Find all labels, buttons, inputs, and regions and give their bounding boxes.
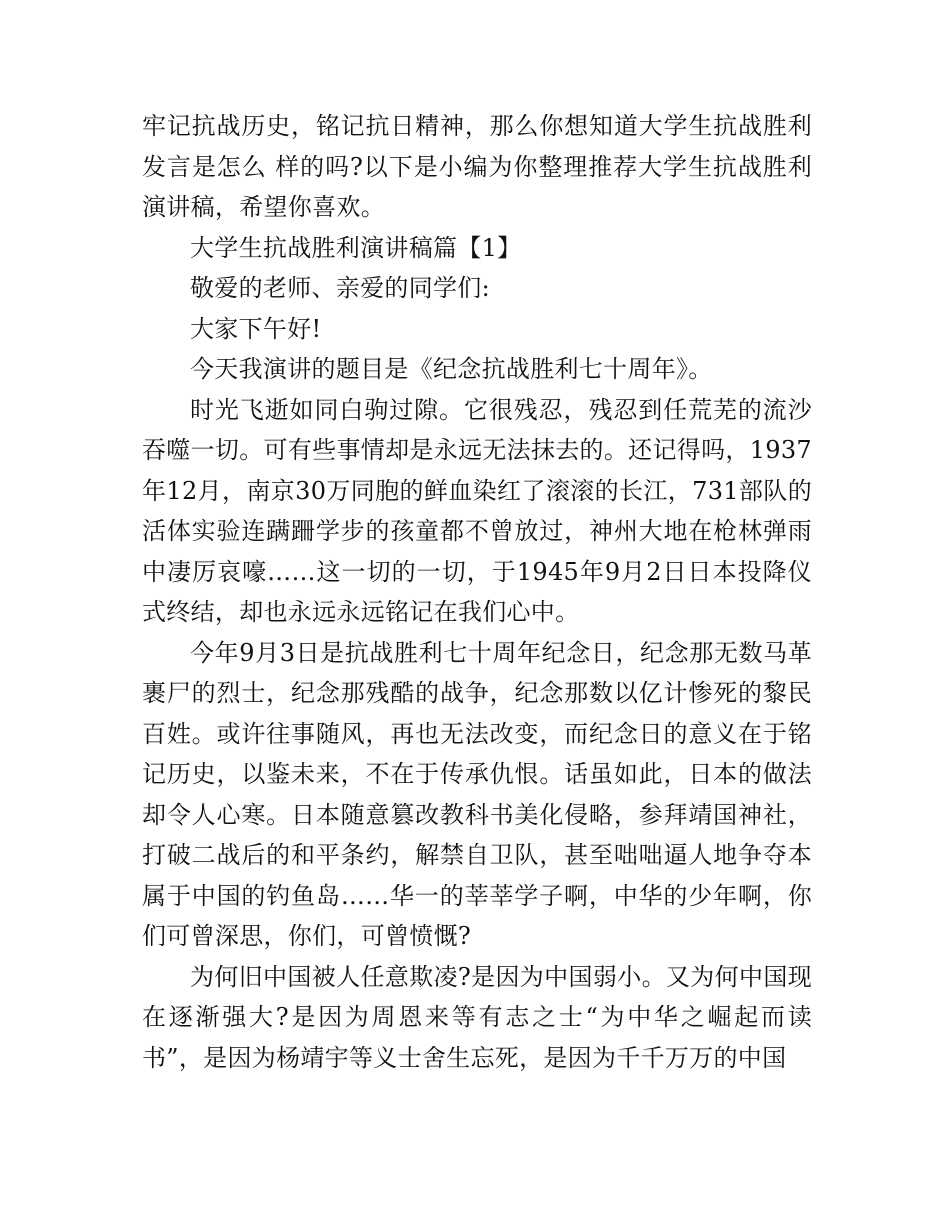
body-paragraph: 为何旧中国被人任意欺凌?是因为中国弱小。又为何中国现在逐渐强大?是因为周恩来等有志之士“为中华之崛起而读书”，是因为杨靖宇等义士舍生忘死，是因为千千万万的中国 [142,962,812,1072]
intro-paragraph: 牢记抗战历史，铭记抗日精神，那么你想知道大学生抗战胜利发言是怎么 样的吗?以下是小编为你整理推荐大学生抗战胜利演讲稿，希望你喜欢。 [142,112,812,221]
speech-heading: 大学生抗战胜利演讲稿篇【1】 [190,233,522,262]
body-paragraph: 时光飞逝如同白驹过隙。它很残忍，残忍到任荒芜的流沙吞噬一切。可有些事情却是永远无法抹去的。还记得吗，1937年12月，南京30万同胞的鲜血染红了滚滚的长江，731部队的活体实验连蹒跚学步的孩童都不曾放过，神州大地在枪林弹雨中凄厉哀嚎……这一切的一切，于1945年9月2日日本投降仪式终结，却也永远永远铭记在我们心中。 [142,395,812,626]
document-body [142,106,812,1078]
salutation: 敬爱的老师、亲爱的同学们: [190,274,490,302]
speech-topic: 今天我演讲的题目是《纪念抗战胜利七十周年》。 [190,355,713,383]
greeting: 大家下午好! [190,314,322,343]
body-paragraph: 今年9月3日是抗战胜利七十周年纪念日，纪念那无数马革裹尸的烈士，纪念那残酷的战争，纪念那数以亿计惨死的黎民百姓。或许往事随风，再也无法改变，而纪念日的意义在于铭记历史，以鉴未来，不在于传承仇恨。话虽如此，日本的做法却令人心寒。日本随意篡改教科书美化侵略，参拜靖国神社，打破二战后的和平条约，解禁自卫队，甚至咄咄逼人地争夺本属于中国的钓鱼岛……华一的莘莘学子啊，中华的少年啊，你们可曾深思，你们，可曾愤慨? [142,638,812,950]
